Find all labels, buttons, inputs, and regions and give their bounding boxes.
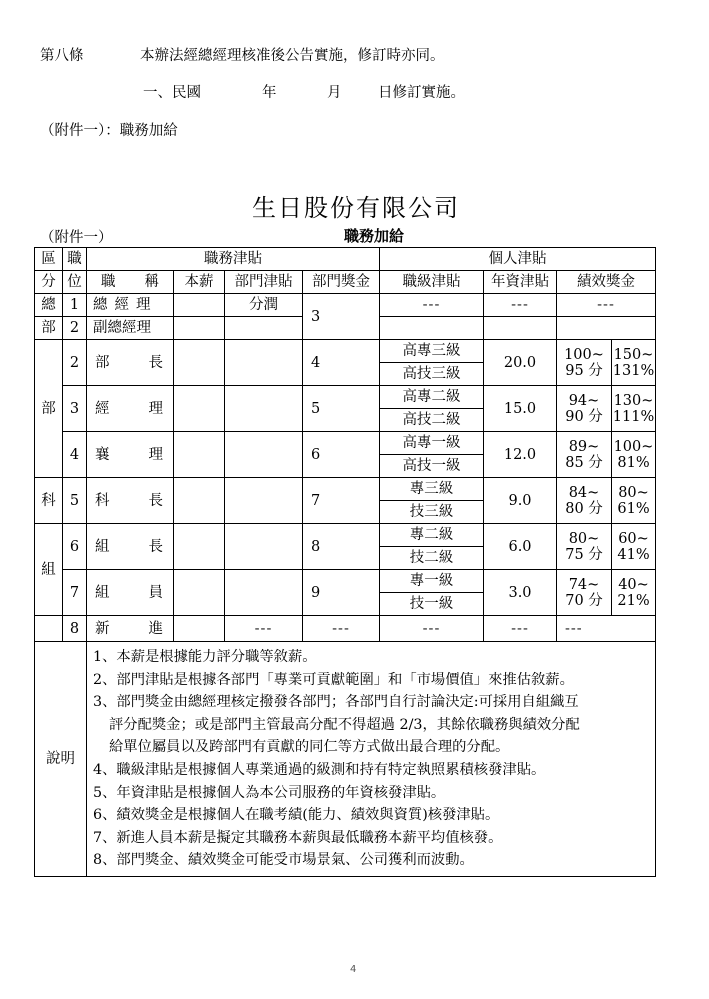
dept-bonus-cell: 5 [303,386,380,432]
company-title: 生日股份有限公司 [252,194,460,222]
section-sect: 科 [35,478,63,524]
note-line: 評分配獎金；或是部門主管最高分配不得超過 2/3，其餘依職務與績效分配 [109,716,580,733]
dept-bonus-cell: 9 [303,570,380,616]
rank-cell: 2 [63,317,87,340]
title-cell: 總經理 [87,294,174,317]
base-cell [174,570,225,616]
title-cell: 經 理 [87,386,174,432]
grade-cell: 高技一級 [380,455,484,478]
notes-label: 說明 [35,642,87,877]
grade-cell: 專二級 [380,524,484,547]
title-cell: 組 員 [87,570,174,616]
title-cell: 新 進 [87,616,174,642]
section-dept: 部 [35,340,63,478]
title-cell: 部 長 [87,340,174,386]
perf-score-cell: 80~ 75 分 [557,524,612,570]
hdr-district-b: 分 [35,271,63,294]
note-line: 3、部門獎金由總經理核定撥發各部門；各部門自行討論決定:可採用自組織互 [93,694,579,711]
seniority-cell: 15.0 [484,386,557,432]
rank-cell: 6 [63,524,87,570]
dept-bonus-cell: --- [303,616,380,642]
hdr-dept-allow: 部門津貼 [225,271,303,294]
note-line: 5、年資津貼是根據個人為本公司服務的年資核發津貼。 [93,784,446,801]
note-line: 7、新進人員本薪是擬定其職務本薪與最低職務本薪平均值核發。 [93,829,503,846]
dept-allow-cell [225,386,303,432]
attachment-header: （附件一）：職務加給 [40,123,178,139]
hdr-district-a: 區 [35,248,63,271]
dept-allow-cell [225,317,303,340]
hdr-personal-group: 個人津貼 [380,248,656,271]
grade-cell: 高技三級 [380,363,484,386]
hdr-duty-group: 職務津貼 [87,248,380,271]
title-cell: 副總經理 [87,317,174,340]
title-cell: 科 長 [87,478,174,524]
hdr-rank-b: 位 [63,271,87,294]
article-text: 本辦法經總經理核准後公告實施，修訂時亦同。 [140,48,445,64]
perf-cell [557,317,656,340]
grade-cell: 高專一級 [380,432,484,455]
section-group: 組 [35,524,63,616]
hdr-perf: 績效獎金 [557,271,656,294]
seniority-cell: 20.0 [484,340,557,386]
seniority-cell: 6.0 [484,524,557,570]
seniority-cell: 9.0 [484,478,557,524]
base-cell [174,524,225,570]
seniority-cell: 12.0 [484,432,557,478]
hdr-base: 本薪 [174,271,225,294]
revision-year: 年 [262,85,277,101]
base-cell [174,340,225,386]
seniority-cell: --- [484,294,557,317]
note-line: 2、部門津貼是根據各部門「專業可貢獻範圍」和「市場價值」來推估敘薪。 [93,671,574,688]
base-cell [174,616,225,642]
hdr-title: 職 稱 [87,271,174,294]
grade-cell: 高技二級 [380,409,484,432]
seniority-cell: --- [484,616,557,642]
dept-bonus-cell: 8 [303,524,380,570]
rank-cell: 4 [63,432,87,478]
rank-cell: 7 [63,570,87,616]
attachment-label: （附件一） [40,230,113,246]
perf-pct-cell: 150~ 131% [612,340,656,386]
dept-allow-cell [225,432,303,478]
hdr-dept-bonus: 部門獎金 [303,271,380,294]
base-cell [174,432,225,478]
notes-block [87,642,656,877]
perf-pct-cell: 130~ 111% [612,386,656,432]
grade-cell: 專三級 [380,478,484,501]
perf-score-cell: 100~ 95 分 [557,340,612,386]
base-cell [174,294,225,317]
grade-cell [380,317,484,340]
title-cell: 組 長 [87,524,174,570]
note-line: 8、部門獎金、績效獎金可能受市場景氣、公司獲利而波動。 [93,852,474,869]
rank-cell: 8 [63,616,87,642]
perf-score-cell: 84~ 80 分 [557,478,612,524]
perf-pct-cell: 40~ 21% [612,570,656,616]
grade-cell: --- [380,294,484,317]
base-cell [174,317,225,340]
dept-bonus-cell: 7 [303,478,380,524]
hdr-grade-allow: 職級津貼 [380,271,484,294]
note-line: 1、本薪是根據能力評分職等敘薪。 [93,649,317,665]
revision-prefix: 一、民國 [143,85,201,101]
grade-cell: 技三級 [380,501,484,524]
rank-cell: 1 [63,294,87,317]
rank-cell: 2 [63,340,87,386]
allowance-table [34,247,656,877]
perf-score-cell: 74~ 70 分 [557,570,612,616]
perf-pct-cell: 80~ 61% [612,478,656,524]
section-empty [35,616,63,642]
revision-month: 月 [327,85,342,101]
hdr-rank-a: 職 [63,248,87,271]
revision-suffix: 日修訂實施。 [378,85,465,101]
dept-allow-cell [225,478,303,524]
note-line: 4、職級津貼是根據個人專業通過的級測和持有特定執照累積核發津貼。 [93,761,546,778]
grade-cell: 高專二級 [380,386,484,409]
grade-cell: 技一級 [380,593,484,616]
dept-allow-cell [225,524,303,570]
rank-cell: 3 [63,386,87,432]
section-hq-b: 部 [35,317,63,340]
base-cell [174,386,225,432]
seniority-cell [484,317,557,340]
dept-bonus-cell: 4 [303,340,380,386]
perf-cell: --- [557,616,656,642]
dept-allow-cell: 分潤 [225,294,303,317]
dept-allow-cell: --- [225,616,303,642]
section-hq-a: 總 [35,294,63,317]
perf-score-cell: 94~ 90 分 [557,386,612,432]
note-line: 6、績效獎金是根據個人在職考績(能力、績效與資質)核發津貼。 [93,807,500,824]
table-title: 職務加給 [344,227,405,245]
hdr-seniority: 年資津貼 [484,271,557,294]
base-cell [174,478,225,524]
grade-cell: 技二級 [380,547,484,570]
title-cell: 襄 理 [87,432,174,478]
article-label: 第八條 [40,48,84,64]
perf-pct-cell: 100~ 81% [612,432,656,478]
note-line: 給單位屬員以及跨部門有貢獻的同仁等方式做出最合理的分配。 [109,739,510,756]
dept-allow-cell [225,570,303,616]
rank-cell: 5 [63,478,87,524]
dept-allow-cell [225,340,303,386]
dept-bonus-cell: 6 [303,432,380,478]
grade-cell: 高專三級 [380,340,484,363]
perf-cell: --- [557,294,656,317]
seniority-cell: 3.0 [484,570,557,616]
page-number: 4 [350,964,357,975]
grade-cell: 專一級 [380,570,484,593]
grade-cell: --- [380,616,484,642]
perf-score-cell: 89~ 85 分 [557,432,612,478]
dept-bonus-cell: 3 [303,294,380,340]
perf-pct-cell: 60~ 41% [612,524,656,570]
